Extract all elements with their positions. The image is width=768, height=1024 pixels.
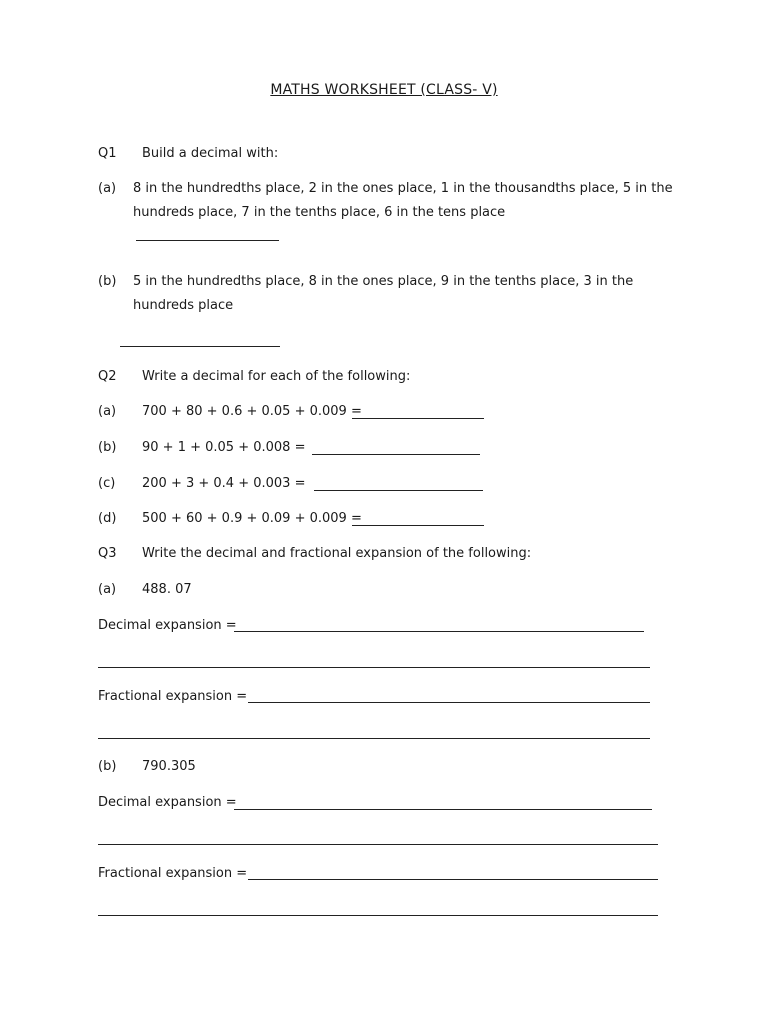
q2c-expression: 200 + 3 + 0.4 + 0.003 = xyxy=(142,476,306,491)
q3-prompt: Write the decimal and fractional expansion of the following: xyxy=(142,546,532,561)
q3b-number: 790.305 xyxy=(142,759,196,774)
q2d-expression: 500 + 60 + 0.9 + 0.09 + 0.009 = xyxy=(142,511,362,526)
q1b-line2: hundreds place xyxy=(133,298,234,313)
q3a-decimal-label: Decimal expansion = xyxy=(98,618,237,633)
q3b-label: (b) xyxy=(98,759,117,774)
q3a-decimal-continuation-line[interactable] xyxy=(98,667,650,668)
q1a-line1: 8 in the hundredths place, 2 in the ones place, 1 in the thousandths place, 5 in the xyxy=(133,181,673,196)
q3a-label: (a) xyxy=(98,582,117,597)
q2d-label: (d) xyxy=(98,511,117,526)
q3b-decimal-label: Decimal expansion = xyxy=(98,795,237,810)
q3b-fraction-answer-line[interactable] xyxy=(248,879,658,880)
q1b-answer-line[interactable] xyxy=(120,346,280,347)
q3a-fraction-label: Fractional expansion = xyxy=(98,689,248,704)
q3b-decimal-continuation-line[interactable] xyxy=(98,844,658,845)
q1a-label: (a) xyxy=(98,181,117,196)
q1a-line2: hundreds place, 7 in the tenths place, 6 in the tens place xyxy=(133,205,506,220)
q2-number: Q2 xyxy=(98,369,117,384)
q2a-expression: 700 + 80 + 0.6 + 0.05 + 0.009 = xyxy=(142,404,362,419)
q2b-answer-line[interactable] xyxy=(312,454,480,455)
q2a-label: (a) xyxy=(98,404,117,419)
q2-prompt: Write a decimal for each of the following: xyxy=(142,369,411,384)
q2d-answer-line[interactable] xyxy=(352,525,484,526)
q2b-expression: 90 + 1 + 0.05 + 0.008 = xyxy=(142,440,306,455)
q1-prompt: Build a decimal with: xyxy=(142,146,279,161)
q2c-answer-line[interactable] xyxy=(314,490,483,491)
q3a-number: 488. 07 xyxy=(142,582,192,597)
q2a-answer-line[interactable] xyxy=(352,418,484,419)
q3a-fraction-continuation-line[interactable] xyxy=(98,738,650,739)
q1a-answer-line[interactable] xyxy=(136,240,279,241)
q3b-fraction-label: Fractional expansion = xyxy=(98,866,248,881)
q3b-fraction-continuation-line[interactable] xyxy=(98,915,658,916)
q3-number: Q3 xyxy=(98,546,117,561)
q3b-decimal-answer-line[interactable] xyxy=(234,809,652,810)
q3a-fraction-answer-line[interactable] xyxy=(248,702,650,703)
q3a-decimal-answer-line[interactable] xyxy=(234,631,644,632)
q2c-label: (c) xyxy=(98,476,116,491)
page-title: MATHS WORKSHEET (CLASS- V) xyxy=(270,82,498,98)
q1-number: Q1 xyxy=(98,146,117,161)
q1b-line1: 5 in the hundredths place, 8 in the ones place, 9 in the tenths place, 3 in the xyxy=(133,274,634,289)
q2b-label: (b) xyxy=(98,440,117,455)
q1b-label: (b) xyxy=(98,274,117,289)
